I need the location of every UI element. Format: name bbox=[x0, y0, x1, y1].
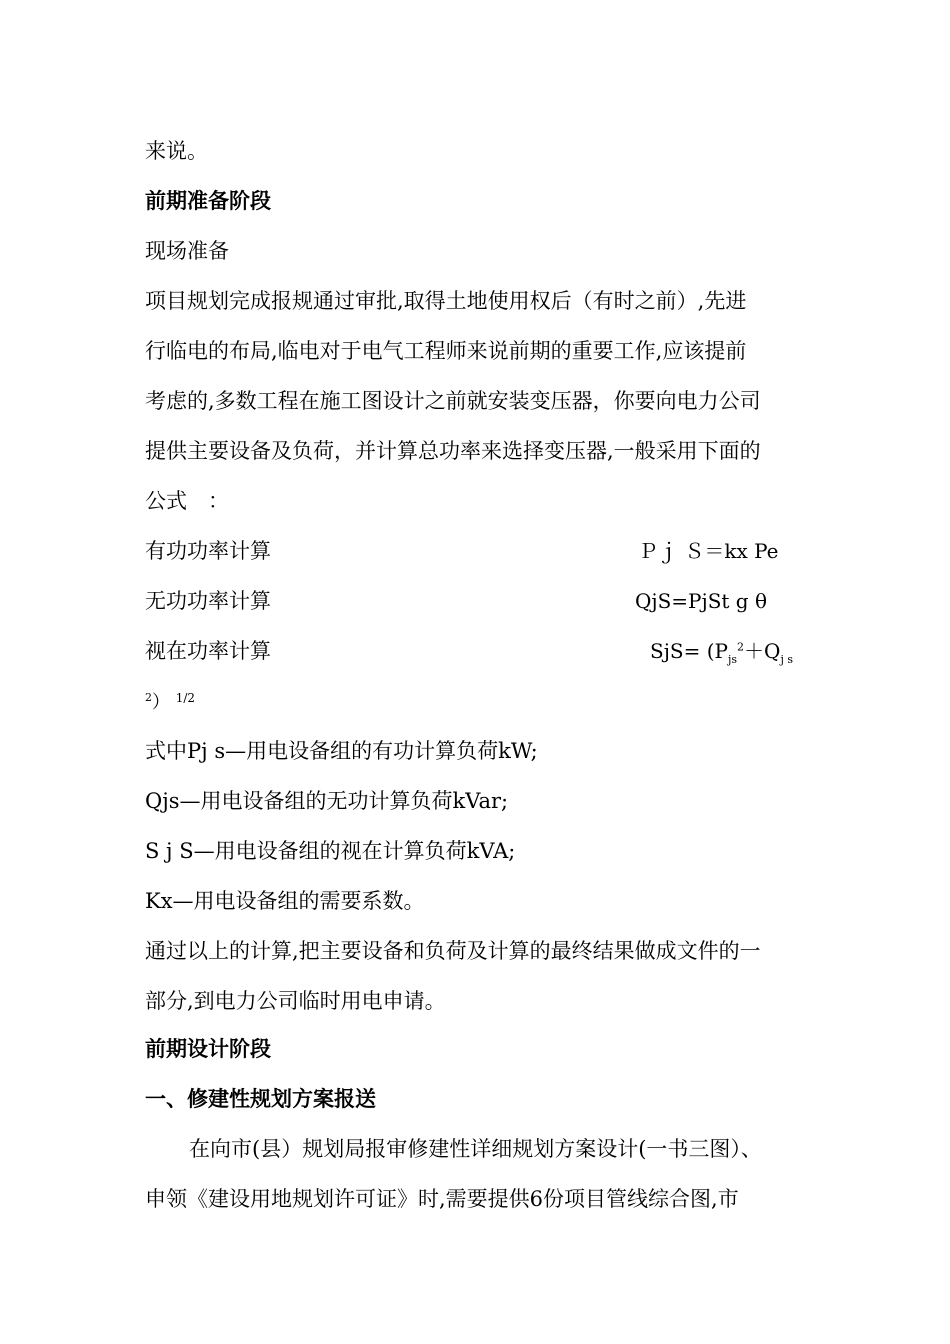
paragraph-line: 部分,到电力公司临时用电申请。 bbox=[145, 989, 446, 1013]
formula-label-active-power: 有功功率计算 bbox=[145, 539, 271, 563]
paragraph-line: 通过以上的计算,把主要设备和负荷及计算的最终结果做成文件的一 bbox=[145, 939, 761, 963]
section-heading: 前期设计阶段 bbox=[145, 1036, 271, 1061]
formula-subscript: js bbox=[727, 653, 738, 666]
formula-continuation bbox=[145, 684, 195, 717]
paragraph-line: 在向市(县）规划局报审修建性详细规划方案设计(一书三图）、 bbox=[189, 1137, 762, 1161]
definition-line: Kx—用电设备组的需要系数。 bbox=[145, 889, 425, 913]
paragraph-line: 提供主要设备及负荷，并计算总功率来选择变压器,一般采用下面的 bbox=[145, 439, 761, 463]
formula-subscript: j s bbox=[780, 653, 794, 666]
formula-label-apparent-power: 视在功率计算 bbox=[145, 639, 271, 663]
paragraph-line: 行临电的布局,临电对于电气工程师来说前期的重要工作,应该提前 bbox=[145, 339, 747, 363]
formula-exponent: 1/2 bbox=[175, 691, 196, 705]
paragraph-line: 项目规划完成报规通过审批,取得土地使用权后（有时之前）,先进 bbox=[145, 289, 747, 313]
paragraph-line: 考虑的,多数工程在施工图设计之前就安装变压器，你要向电力公司 bbox=[145, 389, 761, 413]
section-heading: 一、修建性规划方案报送 bbox=[145, 1086, 376, 1111]
formula-superscript: 2 bbox=[737, 640, 745, 654]
formula-paren: ） bbox=[152, 692, 170, 713]
definition-line: S j S—用电设备组的视在计算负荷kVA; bbox=[145, 839, 516, 863]
formula-active-power: Ｐｊ Ｓ＝kx Pe bbox=[638, 539, 779, 563]
formula-label-reactive-power: 无功功率计算 bbox=[145, 589, 271, 613]
formula-reactive-power: QjS=PjSt g θ bbox=[635, 589, 768, 613]
formula-superscript: 2 bbox=[145, 691, 152, 704]
text-line: 来说。 bbox=[145, 139, 208, 163]
subheading: 现场准备 bbox=[145, 239, 229, 263]
formula-apparent-power bbox=[650, 637, 793, 665]
paragraph-line: 公式 ： bbox=[145, 489, 229, 513]
definition-line: 式中Pj s—用电设备组的有功计算负荷kW; bbox=[145, 739, 538, 763]
section-heading: 前期准备阶段 bbox=[145, 188, 271, 213]
formula-part: SjS= (P bbox=[650, 639, 728, 663]
definition-line: Qjs—用电设备组的无功计算负荷kVar; bbox=[145, 789, 509, 813]
paragraph-line: 申领《建设用地规划许可证》时,需要提供6份项目管线综合图,市 bbox=[145, 1187, 739, 1211]
formula-part: ＋Q bbox=[744, 639, 781, 663]
